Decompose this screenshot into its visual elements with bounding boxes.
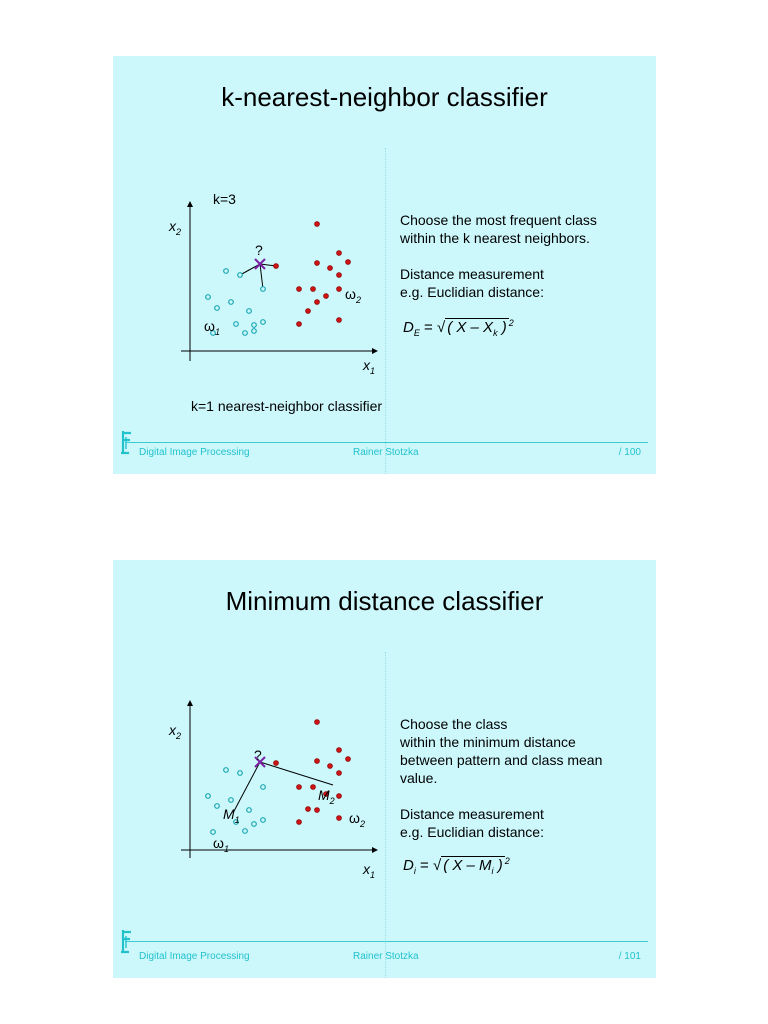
class2-point [346, 260, 351, 265]
footer-course: Digital Image Processing [139, 951, 250, 962]
column-divider [385, 652, 386, 978]
footer-author: Rainer Stotzka [353, 447, 419, 458]
mean2-label: $M_2$ [318, 787, 335, 806]
y-axis-label: $x_2$ [169, 218, 182, 237]
y-axis-label: $x_2$ [169, 722, 182, 741]
column-divider [385, 148, 386, 474]
class1-point [261, 785, 266, 790]
footer-page: / 101 [618, 951, 641, 962]
class2-point [337, 771, 342, 776]
class1-point [261, 287, 266, 292]
class2-point [297, 785, 302, 790]
nn-note: k=1 nearest-neighbor classifier [191, 398, 383, 414]
class2-label: $\omega_2$ [349, 810, 365, 829]
class1-point [206, 794, 211, 799]
class1-point [206, 295, 211, 300]
class1-label: $\omega_1$ [213, 835, 229, 854]
class1-label: $\omega_1$ [204, 318, 220, 337]
class1-point [243, 829, 248, 834]
class2-point [315, 720, 320, 725]
class2-point [337, 318, 342, 323]
class1-point [252, 323, 257, 328]
x-axis-label: $x_1$ [363, 357, 376, 376]
class2-point [311, 785, 316, 790]
x-axis-label: $x_1$ [363, 861, 376, 880]
class1-point [261, 818, 266, 823]
footer-author: Rainer Stotzka [353, 951, 419, 962]
class2-point [315, 261, 320, 266]
k-label: k=3 [213, 191, 236, 207]
class1-point [238, 273, 243, 278]
distance-line-m2 [260, 762, 333, 785]
class1-point [234, 322, 239, 327]
class2-point [297, 287, 302, 292]
class2-point [328, 266, 333, 271]
class2-point [346, 757, 351, 762]
class2-label: $\omega_2$ [345, 286, 361, 305]
class2-point [274, 761, 279, 766]
class2-point [306, 807, 311, 812]
footer-divider [125, 442, 648, 443]
class1-point [247, 309, 252, 314]
distance-text: Distance measurement e.g. Euclidian distance: [400, 806, 544, 840]
footer-page: / 100 [618, 447, 641, 458]
slide-knn [113, 56, 656, 474]
class2-point [274, 264, 279, 269]
class1-point [247, 808, 252, 813]
class1-point [243, 331, 248, 336]
class1-point [229, 300, 234, 305]
class2-point [311, 287, 316, 292]
distance-text: Distance measurement e.g. Euclidian distance: [400, 266, 544, 300]
class2-point [324, 294, 329, 299]
class2-point [337, 287, 342, 292]
class2-point [337, 794, 342, 799]
class2-point [315, 300, 320, 305]
question-mark: ? [255, 242, 263, 258]
class2-point [337, 273, 342, 278]
footer-divider [125, 941, 648, 942]
description-text: Choose the class within the minimum distance between pattern and class mean value. [400, 716, 603, 786]
class2-point [328, 764, 333, 769]
class2-point [337, 816, 342, 821]
class2-point [315, 222, 320, 227]
class2-point [337, 748, 342, 753]
euclidean-formula: $D_i$ = √ ( X – $M_i$ ) $^2$ [403, 856, 510, 876]
class2-point [297, 322, 302, 327]
class2-point [297, 820, 302, 825]
description-text: Choose the most frequent class within the k nearest neighbors. [400, 212, 597, 246]
slide-title: k-nearest-neighbor classifier [221, 82, 548, 112]
class2-points [274, 720, 351, 825]
class1-point [252, 329, 257, 334]
class2-point [315, 759, 320, 764]
class1-point [215, 306, 220, 311]
class2-points [274, 222, 351, 327]
class2-point [337, 251, 342, 256]
slide-title: Minimum distance classifier [225, 586, 544, 616]
class2-point [306, 309, 311, 314]
footer-course: Digital Image Processing [139, 447, 250, 458]
question-mark: ? [254, 747, 262, 763]
class1-point [224, 269, 229, 274]
class1-point [224, 768, 229, 773]
class1-point [252, 822, 257, 827]
class1-point [238, 771, 243, 776]
class1-point [229, 798, 234, 803]
class1-point [215, 804, 220, 809]
euclidean-formula: $D_E$ = √ ( X – $X_k$ ) $^2$ [403, 318, 514, 338]
class1-point [261, 320, 266, 325]
slide-min-distance [113, 560, 656, 978]
mean1-label: $M_1$ [223, 806, 240, 825]
